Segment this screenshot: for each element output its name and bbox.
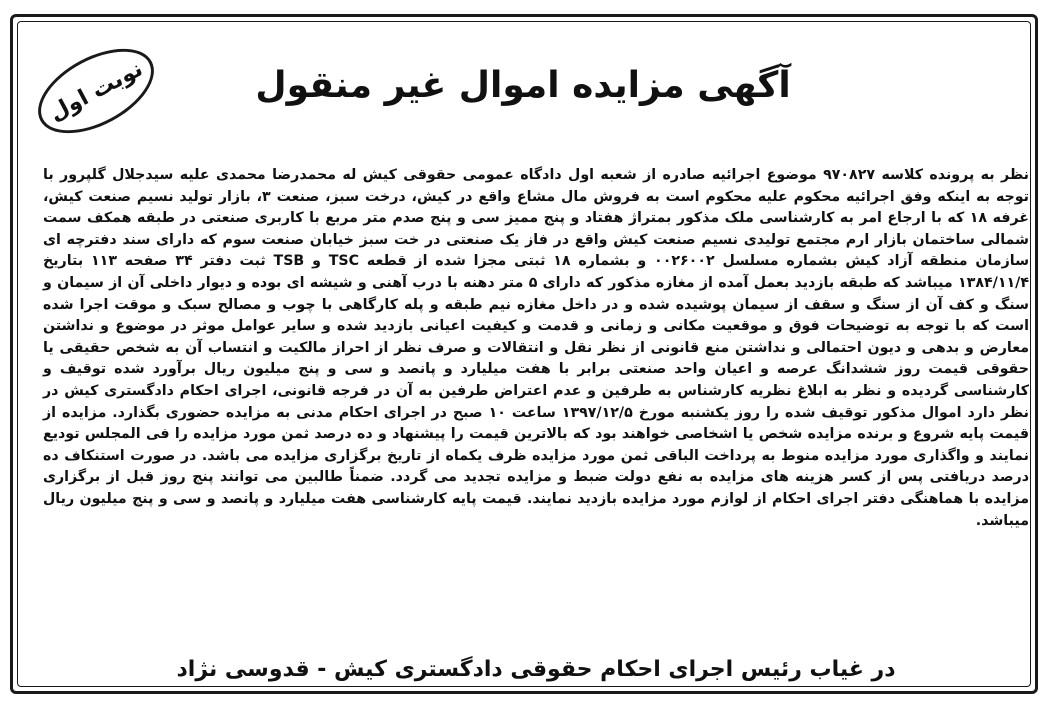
notice-title: آگهی مزایده اموال غیر منقول — [255, 64, 791, 106]
notice-body: نظر به پرونده کلاسه ۹۷۰۸۲۷ موضوع اجرائیه صادره از شعبه اول دادگاه عمومی حقوقی کیش له محمدرضا محمدی علیه سیدجلال گلپرور با توجه به اینکه وفق اجرائیه محکوم علیه محکوم است به فروش مال مشاع واقع در کیش، درخت سبز، صنعت ۳، بازار تولید نسیم صنعت کیش، غرفه ۱۸ که با ارجاع امر به کارشناسی ملک مذکور بمتراژ هفتاد و پنج ممیز سی و پنج صدم متر مربع با کاربری صنعتی در طبقه همکف سمت شمالی ساختمان بازار ارم مجتمع تولیدی نسیم صنعت کیش واقع در فاز یک صنعتی در خت سبز خیابان صنعت سوم که دارای سند دفترچه ای سازمان منطقه آزاد کیش بشماره مسلسل ۰۰۲۶۰۰۲ و بشماره ۱۸ ثبتی مجزا شده از قطعه TSC و TSB ثبت دفتر ۳۴ صفحه ۱۱۳ بتاریخ ۱۳۸۴/۱۱/۴ میباشد که طبقه بازدید بعمل آمده از مغازه مذکور که دارای ۵ متر دهنه با درب آهنی و شیشه ای بوده و دیوار داخلی آن از سیمان و سنگ و کف آن از سنگ و سقف از سیمان پوشیده شده و در داخل مغازه نیم طبقه و پله کارگاهی با چوب و مصالح سبک و موقت اجرا شده است که با توجه به توضیحات فوق و موقعیت مکانی و زمانی و قدمت و کیفیت اعیانی بازدید شده و سایر عوامل موثر در موضوع و نداشتن معارض و بدهی و دیون احتمالی و نداشتن منع قانونی از نظر نقل و انتقالات و صرف نظر از احراز مالکیت و انتساب آن به شخص حقیقی یا حقوقی قیمت روز ششدانگ عرصه و اعیان واحد صنعتی برابر با هفت میلیارد و پانصد و سی و پنج میلیون ریال برآورد شده توقیف و کارشناسی گردیده و نظر به ابلاغ نظریه کارشناس به طرفین و عدم اعتراض طرفین به آن در فرجه قانونی، اجرای احکام دادگستری کیش در نظر دارد اموال مذکور توقیف شده را روز یکشنبه مورخ ۱۳۹۷/۱۲/۵ ساعت ۱۰ صبح در اجرای احکام مدنی به مزایده حضوری بگذارد. مزایده از قیمت پایه شروع و برنده مزایده شخص یا اشخاصی خواهند بود که بالاترین قیمت را پیشنهاد و ده درصد ثمن مورد مزایده را فی المجلس تودیع نمایند و واگذاری مورد مزایده منوط به پرداخت الباقی ثمن مورد مزایده ظرف یکماه از تاریخ برگزاری مزایده می باشد. در صورت استنکاف ده درصد دریافتی پس از کسر هزینه های مزایده به نفع دولت ضبط و مزایده تجدید می گردد. ضمناً طالبین می توانند پنج روز قبل از برگزاری مزایده با هماهنگی دفتر اجرای احکام از لوازم مورد مزایده بازدید نمایند. قیمت پایه کارشناسی هفت میلیارد و پانصد و سی و پنج میلیون ریال میباشد. — [43, 167, 1030, 529]
round-badge-label: نوبت اول — [45, 56, 147, 126]
notice-frame — [10, 14, 1038, 694]
notice-signature: در غیاب رئیس اجرای احکام حقوقی دادگستری کیش - قدوسی نژاد — [176, 657, 896, 682]
title-banner — [255, 35, 791, 135]
